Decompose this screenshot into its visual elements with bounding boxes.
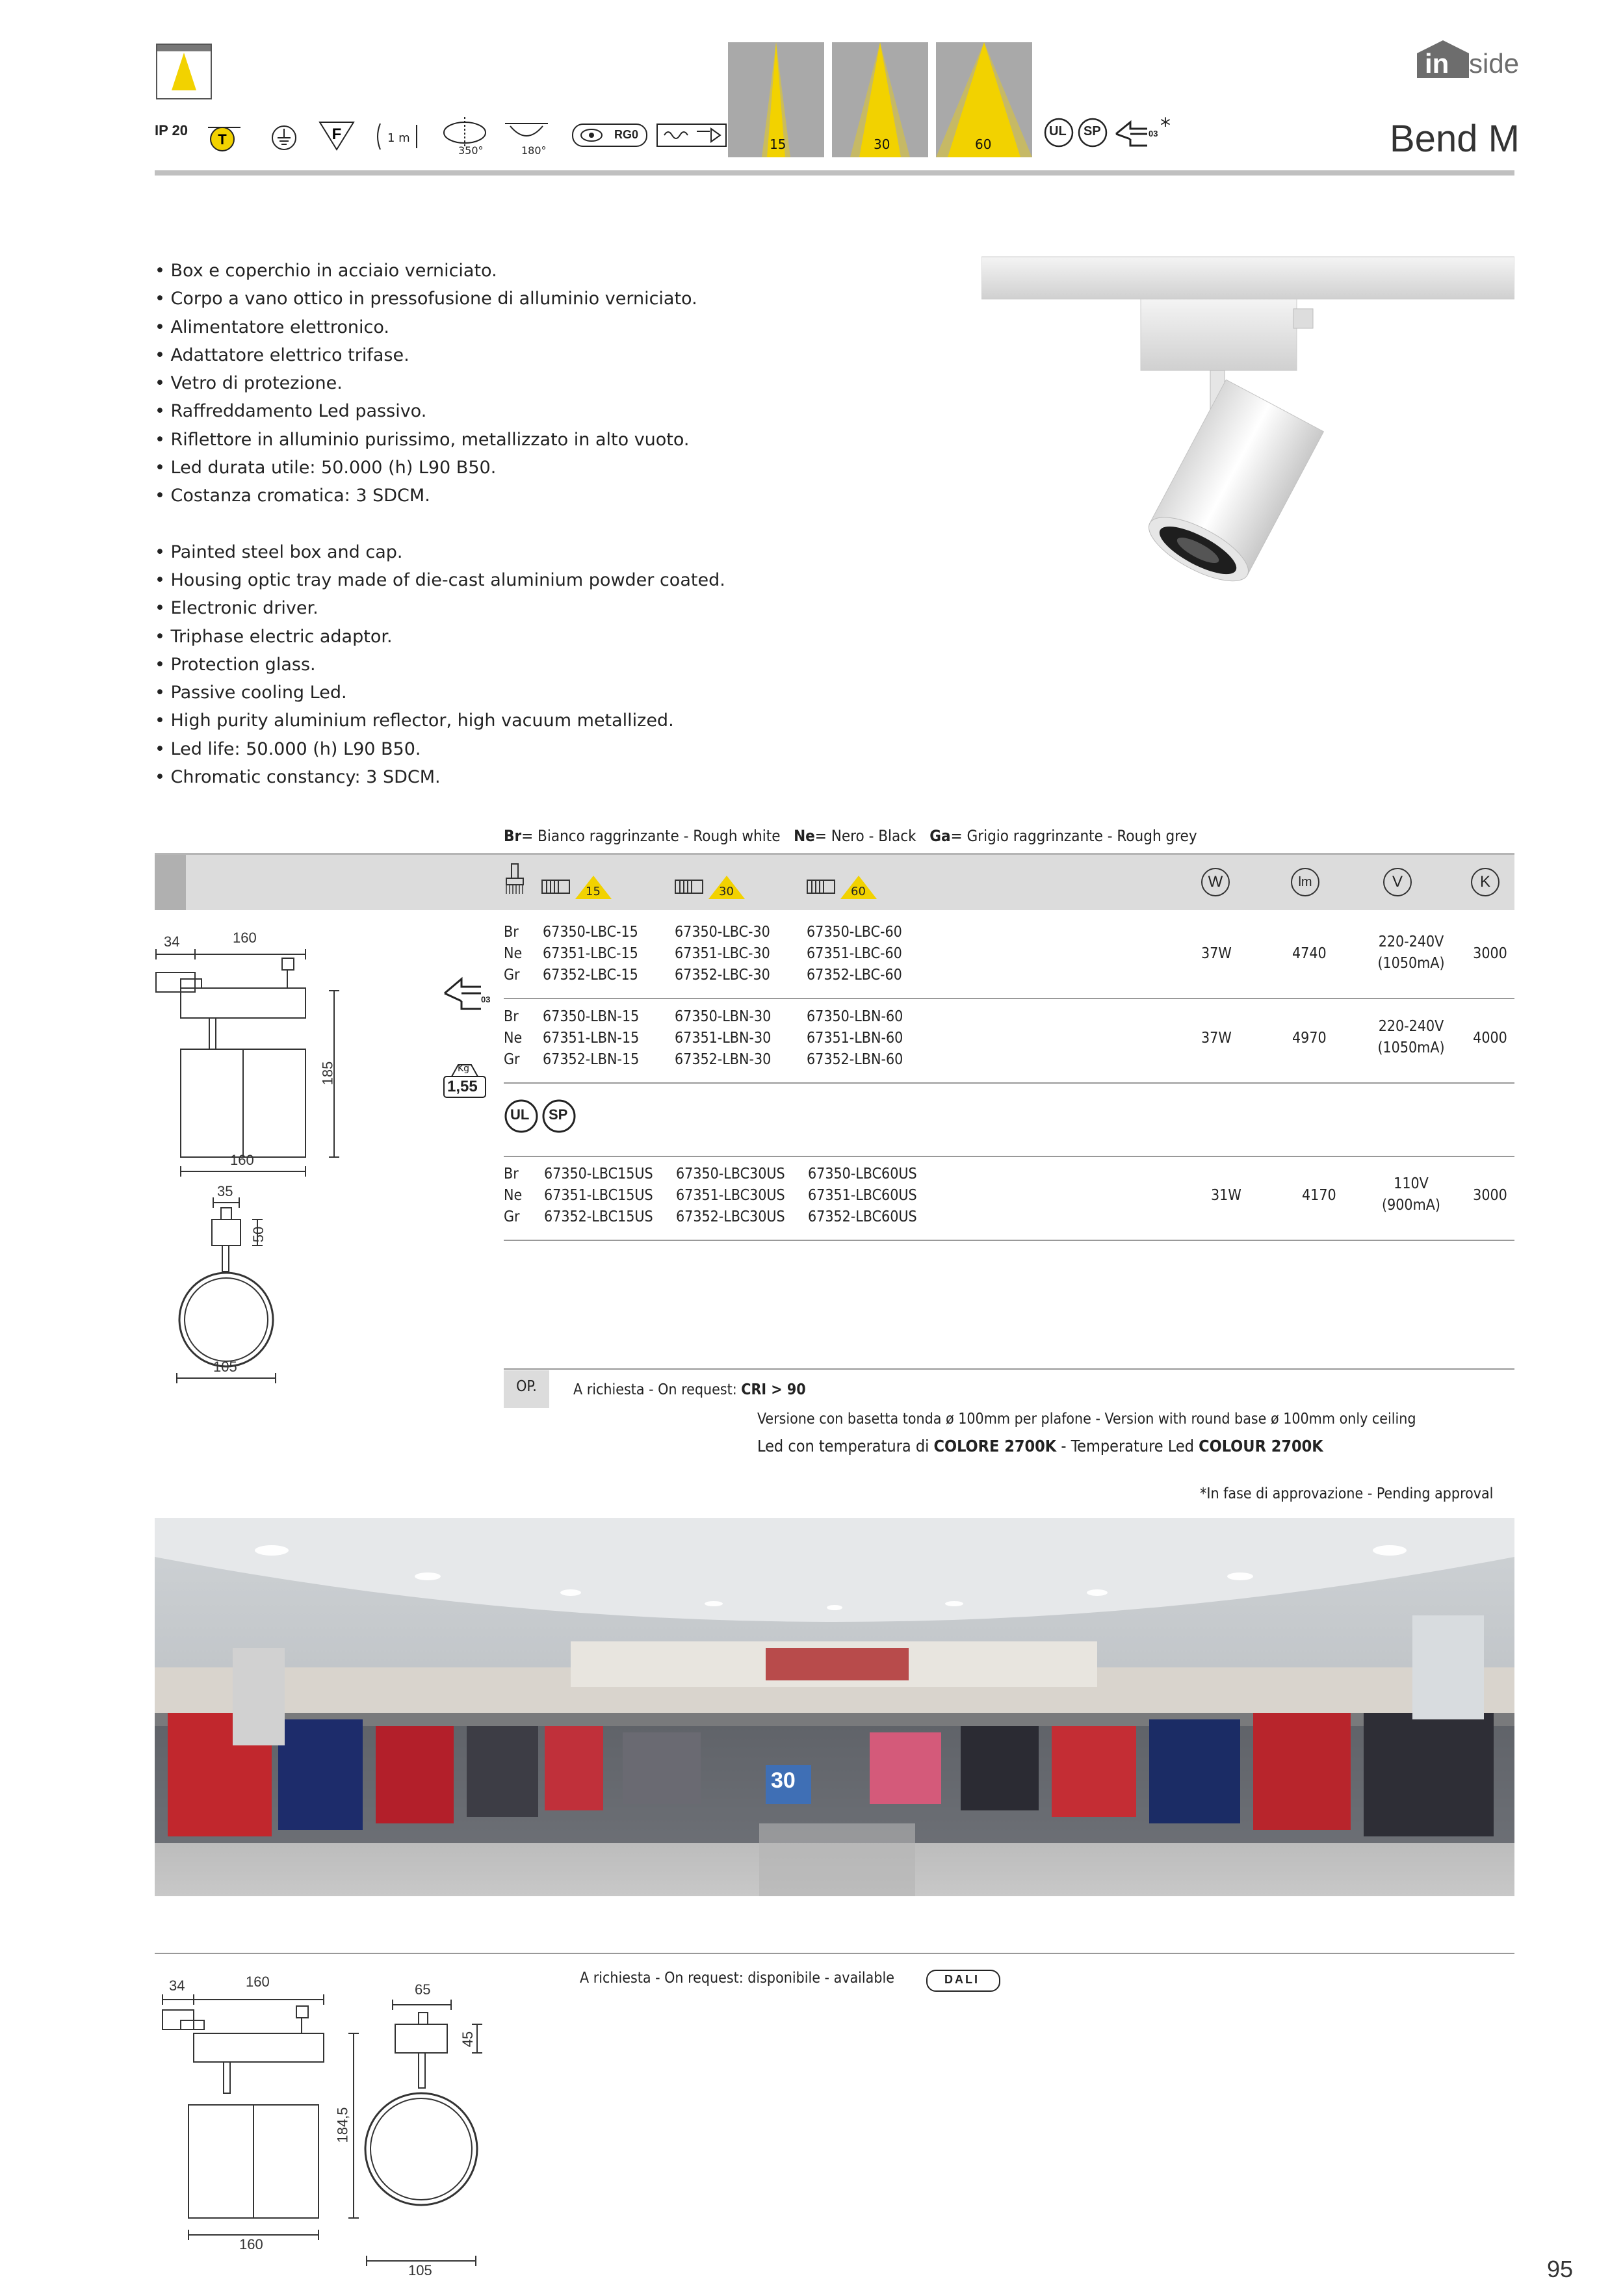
product-group-1 <box>504 922 1514 997</box>
kelvin-value: 3000 <box>1473 945 1507 962</box>
desc-en-line: • Protection glass. <box>155 654 316 675</box>
dali-note-text: A richiesta - On request: disponibile - available <box>580 1970 894 1987</box>
lumen-value: 4170 <box>1302 1187 1336 1204</box>
dim-50: 50 <box>250 1226 267 1243</box>
option-cri <box>573 1381 806 1398</box>
csa-label: SP <box>549 1106 568 1123</box>
finish-code: Br <box>504 1166 519 1182</box>
finish-code: Ne <box>504 1187 523 1204</box>
product-code: 67351-LBN-15 <box>543 1030 640 1047</box>
legend-br-key: Br <box>504 827 522 845</box>
finish-code: Ne <box>504 1030 523 1047</box>
dim-b-65: 65 <box>415 1981 431 1998</box>
lumen-value: 4970 <box>1292 1030 1327 1047</box>
ceiling-light-icon <box>156 44 212 99</box>
product-code: 67350-LBC-60 <box>807 924 902 941</box>
desc-en-line: • Passive cooling Led. <box>155 683 347 703</box>
desc-it-line: • Alimentatore elettronico. <box>155 317 389 337</box>
beam-tile-60 <box>936 42 1032 157</box>
product-code: 67352-LBN-30 <box>675 1051 772 1068</box>
dali-label: DALI <box>944 1973 980 1986</box>
dimension-drawing-bottom <box>155 1968 519 2280</box>
distance-label: 1 m <box>387 131 410 145</box>
volt-value: 220-240V <box>1378 1018 1444 1035</box>
finish-code: Gr <box>504 967 520 984</box>
beam-label-15: 15 <box>770 137 786 152</box>
option-2700k-a: Led con temperatura di <box>757 1437 934 1455</box>
page-number: 95 <box>1547 2256 1574 2282</box>
row-divider <box>504 998 1514 999</box>
desc-it-line: • Costanza cromatica: 3 SDCM. <box>155 486 430 506</box>
rotation-vertical-label: 180° <box>521 144 547 157</box>
photobiological-label: RG0 <box>614 128 639 141</box>
watt-value: 37W <box>1201 1030 1232 1047</box>
pending-note: *In fase di approvazione - Pending approval <box>1200 1485 1494 1502</box>
certifications <box>1043 113 1199 163</box>
legend-ne-key: Ne <box>794 827 815 845</box>
kelvin-value: 3000 <box>1473 1187 1507 1204</box>
lumen-value: 4740 <box>1292 945 1327 962</box>
kelvin-value: 4000 <box>1473 1030 1507 1047</box>
rotation-vertical-icon <box>504 120 549 146</box>
description <box>155 257 935 791</box>
beam-badge-30-label: 30 <box>719 885 734 898</box>
dimension-drawing-top <box>155 923 389 1456</box>
beam-badge-60-label: 60 <box>851 885 866 898</box>
desc-it-line: • Corpo a vano ottico in pressofusione di alluminio verniciato. <box>155 289 697 309</box>
product-code: 67352-LBN-15 <box>543 1051 640 1068</box>
beam-label-30: 30 <box>874 137 890 152</box>
finish-code: Gr <box>504 1051 520 1068</box>
brand-prefix: in <box>1425 48 1449 79</box>
dim-b-160-top: 160 <box>246 1974 270 1990</box>
product-code: 67350-LBC60US <box>808 1166 917 1182</box>
option-round-base: Versione con basetta tonda ø 100mm per plafone - Version with round base ø 100mm only ceiling <box>757 1411 1416 1428</box>
watt-value: 37W <box>1201 945 1232 962</box>
product-code: 67352-LBC-60 <box>807 967 902 984</box>
volt-value: 220-240V <box>1378 933 1444 950</box>
beam-label-60: 60 <box>975 137 992 152</box>
finish-code: Br <box>504 1008 519 1025</box>
weight-value: 1,55 <box>447 1078 478 1095</box>
watt-value: 31W <box>1211 1187 1241 1204</box>
desc-en-line: • Painted steel box and cap. <box>155 541 403 562</box>
product-code: 67351-LBN-30 <box>675 1030 772 1047</box>
f-mark-icon <box>318 121 355 151</box>
product-group-2 <box>504 1006 1514 1081</box>
ul-label: UL <box>510 1106 530 1123</box>
energy-class-label: 03 <box>1149 129 1158 138</box>
product-code: 67350-LBN-30 <box>675 1008 772 1025</box>
store-photo <box>155 1518 1514 1896</box>
product-code: 67350-LBN-60 <box>807 1008 903 1025</box>
desc-it-line: • Riflettore in alluminio purissimo, metallizzato in alto vuoto. <box>155 429 690 450</box>
desc-it <box>155 257 935 510</box>
product-code: 67352-LBC-15 <box>543 967 638 984</box>
dim-b-34: 34 <box>169 1977 185 1994</box>
options-label: OP. <box>504 1370 549 1408</box>
product-code: 67351-LBC-30 <box>675 945 770 962</box>
volt-value: 110V <box>1394 1175 1429 1192</box>
current-value: (900mA) <box>1382 1197 1440 1214</box>
product-code: 67352-LBC15US <box>544 1208 653 1225</box>
brand-suffix: side <box>1469 48 1520 79</box>
ul-label: UL <box>1049 124 1067 138</box>
dali-note <box>580 1970 894 1987</box>
energy-label-block <box>442 975 500 1014</box>
product-code: 67350-LBN-15 <box>543 1008 640 1025</box>
beam-badge-30 <box>675 874 759 900</box>
product-code: 67351-LBC30US <box>676 1187 785 1204</box>
row-divider <box>504 1082 1514 1084</box>
option-cri-value: CRI > 90 <box>741 1381 806 1398</box>
desc-it-line: • Adattatore elettrico trifase. <box>155 345 409 365</box>
desc-it-line: • Raffreddamento Led passivo. <box>155 401 427 422</box>
option-2700k-d: COLOUR 2700K <box>1199 1437 1323 1455</box>
header-divider <box>155 170 1514 176</box>
photo-sign: 30 <box>771 1768 796 1793</box>
product-code: 67351-LBC60US <box>808 1187 917 1204</box>
dim-34: 34 <box>164 933 180 950</box>
product-code: 67350-LBC15US <box>544 1166 653 1182</box>
volt-icon: V <box>1383 868 1412 896</box>
current-value: (1050mA) <box>1377 955 1445 972</box>
finish-brush-icon <box>502 863 528 895</box>
product-code: 67352-LBC60US <box>808 1208 917 1225</box>
product-title: Bend M <box>1390 118 1520 160</box>
beam-tile-30 <box>832 42 928 157</box>
tech-icons-row <box>208 116 728 155</box>
dim-160-top: 160 <box>233 930 257 946</box>
product-code: 67351-LBC-15 <box>543 945 638 962</box>
desc-it-line: • Vetro di protezione. <box>155 373 343 394</box>
current-value: (1050mA) <box>1377 1039 1445 1056</box>
beam-tile-15 <box>728 42 824 157</box>
legend-ga-key: Ga <box>929 827 951 845</box>
dim-b-160-bottom: 160 <box>239 2236 263 2252</box>
weight-block <box>442 1061 487 1100</box>
product-code: 67350-LBC-15 <box>543 924 638 941</box>
desc-en-line: • Triphase electric adaptor. <box>155 626 393 647</box>
csa-label: SP <box>1084 124 1101 138</box>
product-code: 67351-LBN-60 <box>807 1030 903 1047</box>
us-certifications <box>504 1099 582 1144</box>
svg-text:F: F <box>331 125 342 143</box>
desc-en-line: • Led life: 50.000 (h) L90 B50. <box>155 738 421 759</box>
product-code: 67352-LBN-60 <box>807 1051 903 1068</box>
product-code: 67352-LBC-30 <box>675 967 770 984</box>
desc-en-line: • Electronic driver. <box>155 598 318 619</box>
ground-icon <box>270 124 298 152</box>
desc-it-line: • Box e coperchio in acciaio verniciato. <box>155 261 497 281</box>
driver-icon <box>656 124 727 147</box>
energy-label-value: 03 <box>481 995 491 1004</box>
legend-ga: = Grigio raggrinzante - Rough grey <box>950 827 1197 845</box>
color-legend <box>504 827 1197 845</box>
kelvin-icon: K <box>1471 868 1500 896</box>
finish-code: Br <box>504 924 519 941</box>
watt-icon: W <box>1201 868 1230 896</box>
product-group-3 <box>504 1164 1514 1238</box>
dim-35: 35 <box>217 1183 233 1199</box>
product-photo <box>981 247 1514 663</box>
desc-en-line: • Chromatic constancy: 3 SDCM. <box>155 767 441 788</box>
row-divider <box>504 1156 1514 1157</box>
dali-badge <box>926 1970 1000 1992</box>
dim-185: 185 <box>319 1061 336 1086</box>
dim-b-45: 45 <box>460 2031 476 2048</box>
desc-en-line: • High purity aluminium reflector, high vacuum metallized. <box>155 711 674 731</box>
rotation-horizontal-label: 350° <box>458 144 484 157</box>
desc-en-line: • Housing optic tray made of die-cast aluminium powder coated. <box>155 569 725 590</box>
product-code: 67350-LBC-30 <box>675 924 770 941</box>
finish-code: Ne <box>504 945 523 962</box>
finish-code: Gr <box>504 1208 520 1225</box>
table-header-bar <box>155 853 1514 910</box>
lumen-icon: lm <box>1291 868 1319 896</box>
option-cri-prefix: A richiesta - On request: <box>573 1381 742 1398</box>
dim-b-105: 105 <box>408 2262 432 2278</box>
legend-ne: = Nero - Black <box>814 827 916 845</box>
option-2700k-b: COLORE 2700K <box>933 1437 1057 1455</box>
product-code: 67352-LBC30US <box>676 1208 785 1225</box>
dim-105: 105 <box>213 1359 237 1375</box>
beam-badge-60 <box>807 874 891 900</box>
svg-text:T: T <box>218 131 227 148</box>
t-class-icon <box>208 122 240 155</box>
option-2700k <box>757 1437 1323 1455</box>
legend-br: = Bianco raggrinzante - Rough white <box>521 827 781 845</box>
row-divider <box>504 1240 1514 1241</box>
desc-en <box>155 538 935 792</box>
dim-b-1845: 184,5 <box>334 2107 351 2143</box>
option-2700k-c: - Temperature Led <box>1056 1437 1199 1455</box>
product-code: 67350-LBC30US <box>676 1166 785 1182</box>
dim-160-bottom: 160 <box>230 1152 254 1168</box>
rotation-horizontal-icon <box>442 116 487 148</box>
options-divider <box>504 1368 1514 1370</box>
beam-badge-15 <box>541 874 626 900</box>
desc-it-line: • Led durata utile: 50.000 (h) L90 B50. <box>155 458 497 478</box>
weight-unit: Kg <box>458 1063 470 1074</box>
ip-rating: IP 20 <box>155 122 188 138</box>
energy-class-icon <box>442 975 494 1011</box>
pending-star: * <box>1160 113 1171 138</box>
bottom-divider <box>155 1953 1514 1954</box>
product-code: 67351-LBC-60 <box>807 945 902 962</box>
beam-badge-15-label: 15 <box>586 885 601 898</box>
product-code: 67351-LBC15US <box>544 1187 653 1204</box>
